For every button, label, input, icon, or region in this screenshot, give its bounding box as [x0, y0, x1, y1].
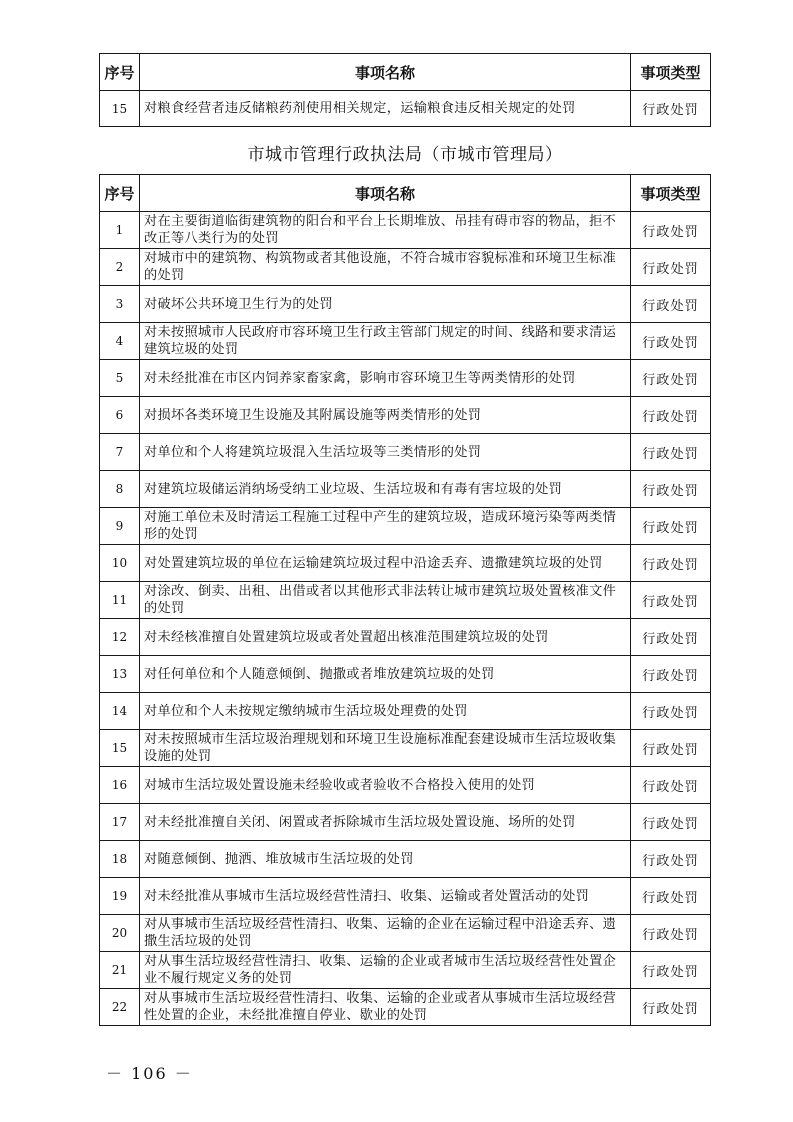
- row-item-name: 对在主要街道临街建筑物的阳台和平台上长期堆放、吊挂有碍市容的物品，拒不改正等八类行为的处罚: [140, 212, 631, 249]
- table-row: [100, 804, 711, 841]
- col-header-name: 事项名称: [140, 175, 631, 212]
- row-item-type: 行政处罚: [631, 545, 711, 582]
- row-item-name: 对建筑垃圾储运消纳场受纳工业垃圾、生活垃圾和有毒有害垃圾的处罚: [140, 471, 631, 508]
- row-item-type: 行政处罚: [631, 360, 711, 397]
- row-item-name: 对城市生活垃圾处置设施未经验收或者验收不合格投入使用的处罚: [140, 767, 631, 804]
- row-item-type: 行政处罚: [631, 212, 711, 249]
- table-row: [100, 545, 711, 582]
- col-header-name: 事项名称: [140, 54, 631, 91]
- col-header-type: 事项类型: [631, 54, 711, 91]
- table-row: [100, 841, 711, 878]
- row-item-type: 行政处罚: [631, 878, 711, 915]
- row-item-name: 对处置建筑垃圾的单位在运输建筑垃圾过程中沿途丢弃、遗撒建筑垃圾的处罚: [140, 545, 631, 582]
- row-item-name: 对损坏各类环境卫生设施及其附属设施等两类情形的处罚: [140, 397, 631, 434]
- row-item-type: 行政处罚: [631, 397, 711, 434]
- col-header-no: 序号: [100, 54, 140, 91]
- row-item-type: 行政处罚: [631, 91, 711, 127]
- row-item-name: 对粮食经营者违反储粮药剂使用相关规定，运输粮食违反相关规定的处罚: [140, 91, 631, 127]
- row-number: 11: [100, 582, 140, 619]
- row-item-type: 行政处罚: [631, 693, 711, 730]
- table-row: [100, 915, 711, 952]
- row-item-type: 行政处罚: [631, 286, 711, 323]
- table-row: [100, 323, 711, 360]
- table-row: [100, 434, 711, 471]
- table-row: [100, 471, 711, 508]
- table-row: [100, 878, 711, 915]
- row-item-type: 行政处罚: [631, 841, 711, 878]
- table-row: [100, 989, 711, 1026]
- row-number: 5: [100, 360, 140, 397]
- row-item-name: 对从事生活垃圾经营性清扫、收集、运输的企业或者城市生活垃圾经营性处置企业不履行规定义务的处罚: [140, 952, 631, 989]
- row-item-name: 对从事城市生活垃圾经营性清扫、收集、运输的企业或者从事城市生活垃圾经营性处置的企业，未经批准擅自停业、歇业的处罚: [140, 989, 631, 1026]
- row-item-type: 行政处罚: [631, 656, 711, 693]
- row-item-type: 行政处罚: [631, 804, 711, 841]
- row-number: 4: [100, 323, 140, 360]
- table-row: [100, 360, 711, 397]
- row-item-name: 对城市中的建筑物、构筑物或者其他设施，不符合城市容貌标准和环境卫生标准的处罚: [140, 249, 631, 286]
- table-row: [100, 212, 711, 249]
- row-number: 22: [100, 989, 140, 1026]
- row-item-name: 对单位和个人将建筑垃圾混入生活垃圾等三类情形的处罚: [140, 434, 631, 471]
- row-item-name: 对未按照城市生活垃圾治理规划和环境卫生设施标准配套建设城市生活垃圾收集设施的处罚: [140, 730, 631, 767]
- row-item-name: 对从事城市生活垃圾经营性清扫、收集、运输的企业在运输过程中沿途丢弃、遗撒生活垃圾的处罚: [140, 915, 631, 952]
- row-item-type: 行政处罚: [631, 915, 711, 952]
- row-number: 19: [100, 878, 140, 915]
- row-number: 18: [100, 841, 140, 878]
- row-number: 16: [100, 767, 140, 804]
- table-row: [100, 508, 711, 545]
- row-number: 14: [100, 693, 140, 730]
- row-item-name: 对未经批准在市区内饲养家畜家禽，影响市容环境卫生等两类情形的处罚: [140, 360, 631, 397]
- table-row: [100, 656, 711, 693]
- section-title: 市城市管理行政执法局（市城市管理局）: [247, 145, 563, 165]
- row-item-type: 行政处罚: [631, 767, 711, 804]
- table-row: [100, 619, 711, 656]
- table-row: [100, 952, 711, 989]
- main-table: [99, 174, 711, 1026]
- row-number: 10: [100, 545, 140, 582]
- table-row: [100, 582, 711, 619]
- row-number: 3: [100, 286, 140, 323]
- row-item-name: 对破坏公共环境卫生行为的处罚: [140, 286, 631, 323]
- table-row: [100, 286, 711, 323]
- row-number: 2: [100, 249, 140, 286]
- table-header-row: [100, 54, 711, 91]
- table-row: [100, 767, 711, 804]
- row-item-type: 行政处罚: [631, 619, 711, 656]
- row-item-type: 行政处罚: [631, 730, 711, 767]
- row-number: 17: [100, 804, 140, 841]
- row-item-type: 行政处罚: [631, 323, 711, 360]
- row-item-name: 对涂改、倒卖、出租、出借或者以其他形式非法转让城市建筑垃圾处置核准文件的处罚: [140, 582, 631, 619]
- table-row: [100, 730, 711, 767]
- row-item-name: 对未经核准擅自处置建筑垃圾或者处置超出核准范围建筑垃圾的处罚: [140, 619, 631, 656]
- table-row: [100, 693, 711, 730]
- row-item-name: 对未经批准从事城市生活垃圾经营性清扫、收集、运输或者处置活动的处罚: [140, 878, 631, 915]
- page-number: － 106 －: [106, 1064, 193, 1083]
- row-number: 12: [100, 619, 140, 656]
- table-row: [100, 249, 711, 286]
- col-header-type: 事项类型: [631, 175, 711, 212]
- row-number: 8: [100, 471, 140, 508]
- row-item-name: 对随意倾倒、抛洒、堆放城市生活垃圾的处罚: [140, 841, 631, 878]
- row-number: 15: [100, 730, 140, 767]
- table-header-row: [100, 175, 711, 212]
- top-table: [99, 53, 711, 127]
- row-item-type: 行政处罚: [631, 952, 711, 989]
- row-item-type: 行政处罚: [631, 249, 711, 286]
- row-item-name: 对施工单位未及时清运工程施工过程中产生的建筑垃圾，造成环境污染等两类情形的处罚: [140, 508, 631, 545]
- row-number: 15: [100, 91, 140, 127]
- table-row: [100, 397, 711, 434]
- row-item-type: 行政处罚: [631, 471, 711, 508]
- col-header-no: 序号: [100, 175, 140, 212]
- row-item-name: 对未按照城市人民政府市容环境卫生行政主管部门规定的时间、线路和要求清运建筑垃圾的处罚: [140, 323, 631, 360]
- row-item-type: 行政处罚: [631, 582, 711, 619]
- row-item-type: 行政处罚: [631, 434, 711, 471]
- row-number: 1: [100, 212, 140, 249]
- row-item-name: 对单位和个人未按规定缴纳城市生活垃圾处理费的处罚: [140, 693, 631, 730]
- row-item-type: 行政处罚: [631, 508, 711, 545]
- row-number: 13: [100, 656, 140, 693]
- row-item-name: 对未经批准擅自关闭、闲置或者拆除城市生活垃圾处置设施、场所的处罚: [140, 804, 631, 841]
- row-number: 9: [100, 508, 140, 545]
- row-number: 7: [100, 434, 140, 471]
- row-number: 6: [100, 397, 140, 434]
- row-number: 21: [100, 952, 140, 989]
- row-item-name: 对任何单位和个人随意倾倒、抛撒或者堆放建筑垃圾的处罚: [140, 656, 631, 693]
- row-number: 20: [100, 915, 140, 952]
- row-item-type: 行政处罚: [631, 989, 711, 1026]
- table-row: [100, 91, 711, 127]
